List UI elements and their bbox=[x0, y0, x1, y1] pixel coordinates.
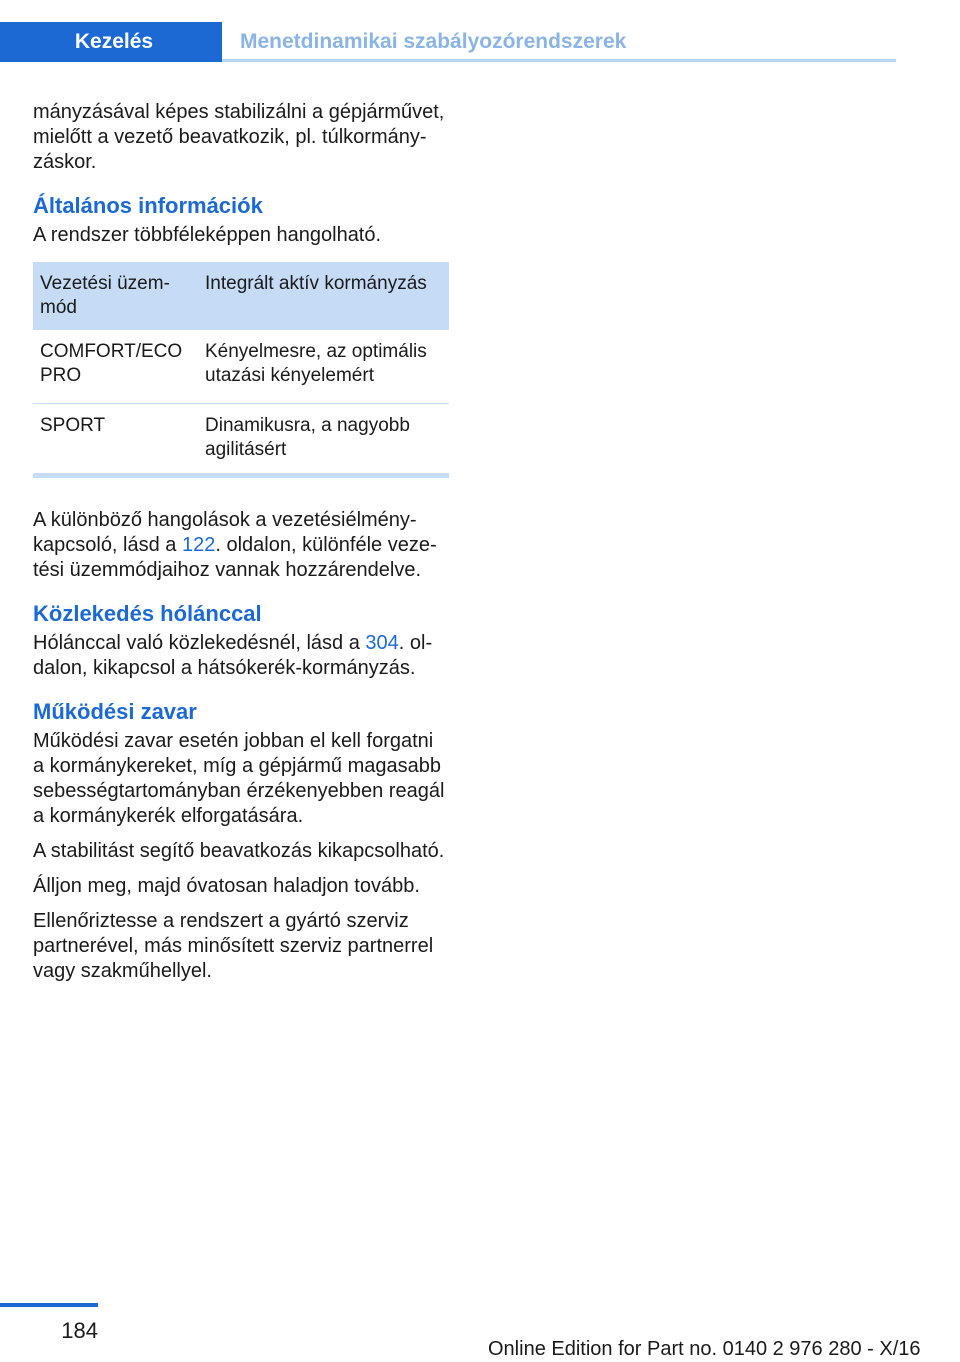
table-cell-steering: Kényelmesre, az optimális utazási kényelemért bbox=[198, 330, 449, 404]
tuning-paragraph bbox=[33, 508, 449, 583]
main-content bbox=[33, 100, 449, 994]
chains-text-start: Hólánccal való közlekedésnél, lásd a bbox=[33, 632, 366, 654]
chains-heading: Közlekedés hólánccal bbox=[33, 601, 262, 626]
general-heading: Általános információk bbox=[33, 193, 263, 218]
table-cell-steering: Dinamikusra, a nagyobb agilitásért bbox=[198, 404, 449, 476]
intro-paragraph: mányzásával képes stabilizálni a gépjárművet, mielőtt a vezető beavatkozik, pl. túlkormány‐ záskor. bbox=[33, 101, 445, 173]
footer-rule bbox=[0, 1303, 98, 1307]
table-row bbox=[33, 330, 449, 404]
page-link-122[interactable]: 122 bbox=[181, 534, 216, 556]
table-row bbox=[33, 404, 449, 476]
tuning-text-start: A különböző hangolások a vezetésiélmény‐ kapcsoló, lásd a bbox=[33, 509, 417, 556]
malfunction-paragraph-1: Működési zavar esetén jobban el kell forgatni a kormánykereket, míg a gépjármű magasabb sebességtartományban érzékenyebben reagál a kormánykerék elforgatására. bbox=[33, 730, 445, 827]
page-number: 184 bbox=[61, 1318, 98, 1343]
section-tab: Kezelés bbox=[0, 22, 222, 62]
driving-mode-table bbox=[33, 262, 449, 478]
page-link-304[interactable]: 304 bbox=[365, 632, 399, 654]
chains-paragraph bbox=[33, 631, 449, 681]
edition-info: Online Edition for Part no. 0140 2 976 280 - X/16 bbox=[488, 1338, 921, 1360]
page-header bbox=[0, 0, 896, 62]
tuning-text-end: . oldalon, különféle veze‐ tési üzemmódjaihoz vannak hozzárendelve. bbox=[33, 534, 437, 581]
malfunction-paragraph-2: A stabilitást segítő beavatkozás kikapcsolható. bbox=[33, 840, 445, 862]
table-header-row bbox=[33, 262, 449, 330]
malfunction-paragraph-3: Álljon meg, majd óvatosan haladjon tovább. bbox=[33, 875, 420, 897]
table-header-steering: Integrált aktív kormányzás bbox=[198, 262, 449, 330]
chapter-title: Menetdinamikai szabályozórendszerek bbox=[240, 30, 627, 53]
malfunction-paragraph-4: Ellenőriztesse a rendszert a gyártó szerviz partnerével, más minősített szerviz partnerrel vagy szakműhellyel. bbox=[33, 910, 434, 982]
table-cell-mode: COMFORT/ECO PRO bbox=[33, 330, 198, 404]
header-rule bbox=[222, 59, 896, 62]
table-cell-mode: SPORT bbox=[33, 404, 198, 476]
table-header-mode: Vezetési üzem‐ mód bbox=[33, 262, 198, 330]
general-paragraph: A rendszer többféleképpen hangolható. bbox=[33, 224, 382, 246]
malfunction-heading: Működési zavar bbox=[33, 699, 197, 724]
chains-text-end: . ol‐ dalon, kikapcsol a hátsókerék-kormányzás. bbox=[33, 632, 433, 679]
